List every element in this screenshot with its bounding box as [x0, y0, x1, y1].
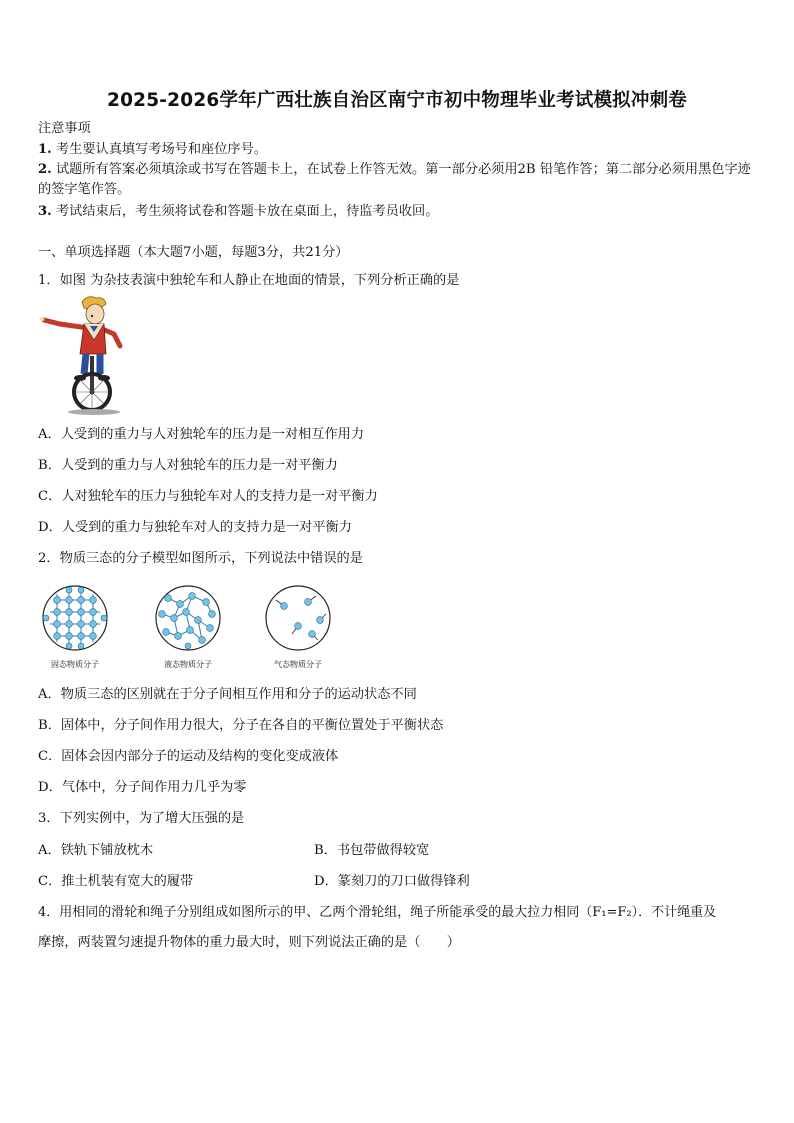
q2-option-a: A．物质三态的区别就在于分子间相互作用和分子的运动状态不同: [38, 687, 417, 702]
notice-item-2: 2. 试题所有答案必须填涂或书写在答题卡上，在试卷上作答无效。第一部分必须用2B 铅笔作答；第二部分必须用黑色字迹的签字笔作答。: [38, 162, 751, 197]
page-title: 2025-2026学年广西壮族自治区南宁市初中物理毕业考试模拟冲刺卷: [107, 90, 687, 111]
q2-option-b: B．固体中，分子间作用力很大，分子在各自的平衡位置处于平衡状态: [38, 718, 444, 733]
q3-stem: 3．下列实例中，为了增大压强的是: [38, 811, 245, 826]
q1-option-d: D．人受到的重力与独轮车对人的支持力是一对平衡力: [38, 520, 352, 535]
q1-stem: 1．如图 为杂技表演中独轮车和人静止在地面的情景，下列分析正确的是: [38, 273, 460, 288]
q4-stem-line2: 摩擦，两装置匀速提升物体的重力最大时，则下列说法正确的是（ ）: [38, 935, 460, 950]
molecule-models-figure: [40, 584, 340, 654]
q4-stem-line1: 4．用相同的滑轮和绳子分别组成如图所示的甲、乙两个滑轮组，绳子所能承受的最大拉力相同（F₁=F₂）．不计绳重及: [38, 905, 717, 920]
notice-heading: 注意事项: [38, 121, 91, 136]
q2-option-c: C．固体会因内部分子的运动及结构的变化变成液体: [38, 749, 339, 764]
notice-item-1: 1. 考生要认真填写考场号和座位序号。: [38, 142, 267, 157]
q3-option-c: C．推土机装有宽大的履带: [38, 874, 194, 889]
q3-option-b: B．书包带做得较宽: [314, 843, 430, 858]
gas-caption: 气态物质分子: [274, 660, 322, 669]
q2-option-d: D．气体中，分子间作用力几乎为零: [38, 780, 247, 795]
solid-caption: 固态物质分子: [51, 660, 99, 669]
q1-option-b: B．人受到的重力与人对独轮车的压力是一对平衡力: [38, 458, 338, 473]
q2-stem: 2．物质三态的分子模型如图所示，下列说法中错误的是: [38, 551, 363, 566]
unicyclist-figure: [40, 294, 126, 416]
q3-option-a: A．铁轨下铺放枕木: [38, 843, 154, 858]
liquid-caption: 液态物质分子: [164, 660, 212, 669]
q3-option-d: D．篆刻刀的刀口做得锋利: [314, 874, 470, 889]
gas-molecule-model: [266, 586, 330, 650]
q1-option-a: A．人受到的重力与人对独轮车的压力是一对相互作用力: [38, 427, 365, 442]
liquid-molecule-model: [156, 586, 220, 650]
notice-item-3: 3. 考试结束后，考生须将试卷和答题卡放在桌面上，待监考员收回。: [38, 204, 439, 219]
solid-molecule-model: [43, 586, 107, 650]
q1-option-c: C．人对独轮车的压力与独轮车对人的支持力是一对平衡力: [38, 489, 378, 504]
section-heading: 一、单项选择题（本大题7小题，每题3分，共21分）: [38, 245, 349, 260]
